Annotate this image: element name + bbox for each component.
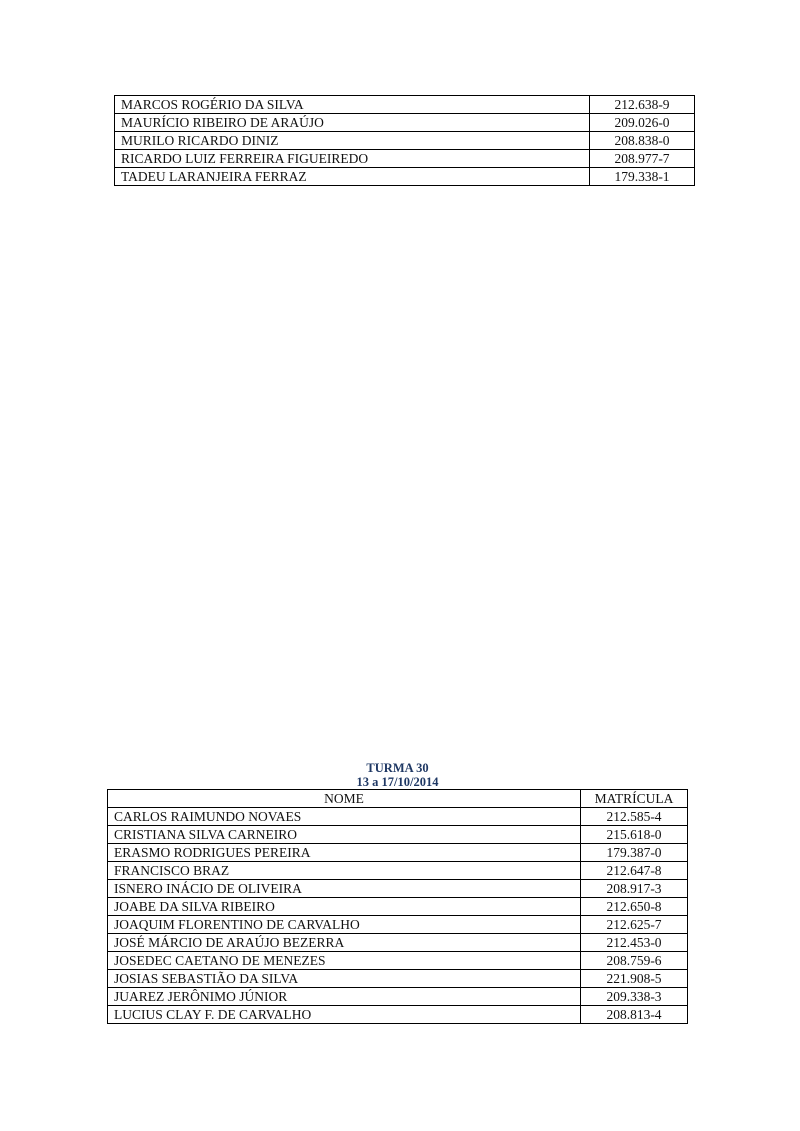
matricula-cell: 209.026-0: [590, 114, 695, 132]
matricula-cell: 215.618-0: [581, 826, 688, 844]
table-row: [108, 934, 688, 952]
matricula-cell: 212.625-7: [581, 916, 688, 934]
name-cell: JOSIAS SEBASTIÃO DA SILVA: [108, 970, 581, 988]
section-title: TURMA 30: [366, 761, 429, 775]
name-cell: ERASMO RODRIGUES PEREIRA: [108, 844, 581, 862]
name-cell: RICARDO LUIZ FERREIRA FIGUEIREDO: [115, 150, 590, 168]
name-cell: LUCIUS CLAY F. DE CARVALHO: [108, 1006, 581, 1024]
matricula-cell: 212.647-8: [581, 862, 688, 880]
matricula-cell: 208.917-3: [581, 880, 688, 898]
name-cell: CRISTIANA SILVA CARNEIRO: [108, 826, 581, 844]
matricula-cell: 221.908-5: [581, 970, 688, 988]
table-row: [115, 114, 695, 132]
name-cell: JOAQUIM FLORENTINO DE CARVALHO: [108, 916, 581, 934]
table-row: [108, 916, 688, 934]
table-row: [108, 1006, 688, 1024]
name-cell: JUAREZ JERÔNIMO JÚNIOR: [108, 988, 581, 1006]
name-cell: FRANCISCO BRAZ: [108, 862, 581, 880]
table-row: [108, 808, 688, 826]
matricula-cell: 208.838-0: [590, 132, 695, 150]
table-row: [115, 132, 695, 150]
matricula-cell: 212.650-8: [581, 898, 688, 916]
name-cell: MARCOS ROGÉRIO DA SILVA: [115, 96, 590, 114]
name-cell: TADEU LARANJEIRA FERRAZ: [115, 168, 590, 186]
table-row: [108, 988, 688, 1006]
table-row: [115, 96, 695, 114]
matricula-cell: 208.977-7: [590, 150, 695, 168]
table-row: [115, 150, 695, 168]
header-nome: NOME: [108, 790, 581, 808]
table-row: [108, 952, 688, 970]
header-matricula: MATRÍCULA: [581, 790, 688, 808]
table-row: [108, 970, 688, 988]
table-header-row: [108, 790, 688, 808]
section-dates: 13 a 17/10/2014: [356, 775, 439, 789]
name-cell: MAURÍCIO RIBEIRO DE ARAÚJO: [115, 114, 590, 132]
matricula-cell: 209.338-3: [581, 988, 688, 1006]
matricula-cell: 208.759-6: [581, 952, 688, 970]
turma-30-table: [107, 789, 688, 1024]
table-row: [108, 880, 688, 898]
name-cell: JOABE DA SILVA RIBEIRO: [108, 898, 581, 916]
name-cell: ISNERO INÁCIO DE OLIVEIRA: [108, 880, 581, 898]
table-row: [108, 826, 688, 844]
matricula-cell: 208.813-4: [581, 1006, 688, 1024]
name-cell: MURILO RICARDO DINIZ: [115, 132, 590, 150]
name-cell: JOSEDEC CAETANO DE MENEZES: [108, 952, 581, 970]
matricula-cell: 179.338-1: [590, 168, 695, 186]
matricula-cell: 212.453-0: [581, 934, 688, 952]
table-row: [108, 898, 688, 916]
continuation-table: [114, 95, 695, 186]
table-row: [108, 844, 688, 862]
matricula-cell: 212.585-4: [581, 808, 688, 826]
name-cell: JOSÉ MÁRCIO DE ARAÚJO BEZERRA: [108, 934, 581, 952]
table-row: [115, 168, 695, 186]
matricula-cell: 212.638-9: [590, 96, 695, 114]
name-cell: CARLOS RAIMUNDO NOVAES: [108, 808, 581, 826]
matricula-cell: 179.387-0: [581, 844, 688, 862]
table-row: [108, 862, 688, 880]
